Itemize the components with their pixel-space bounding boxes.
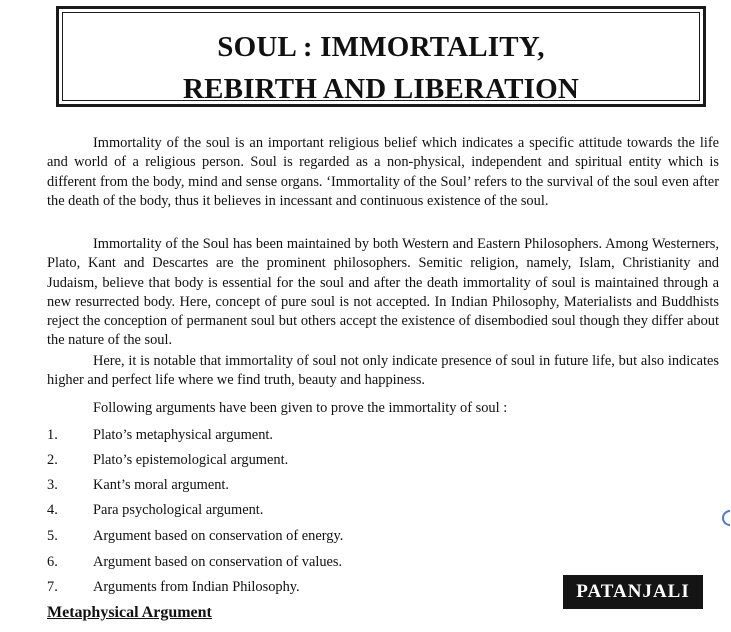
list-item-number: 3. xyxy=(47,477,58,493)
list-item-text: Plato’s metaphysical argument. xyxy=(93,427,273,443)
paragraph-notable: Here, it is notable that immortality of soul not only indicate presence of soul in future life, but also indicates higher and perfect life where we find truth, beauty and happiness. xyxy=(47,353,719,389)
list-item-number: 1. xyxy=(47,427,58,443)
publisher-watermark: PATANJALI xyxy=(563,575,703,609)
list-item-number: 5. xyxy=(47,528,58,544)
list-item-number: 7. xyxy=(47,579,58,595)
title-box xyxy=(56,6,706,107)
list-item-text: Kant’s moral argument. xyxy=(93,477,230,493)
arguments-list-intro: Following arguments have been given to prove the immortality of soul : xyxy=(93,400,508,416)
list-item-text: Plato’s epistemological argument. xyxy=(93,452,289,468)
list-item-text: Para psychological argument. xyxy=(93,502,264,518)
list-item-text: Argument based on conservation of values. xyxy=(93,554,343,570)
section-heading: Metaphysical Argument xyxy=(47,604,212,621)
paragraph-intro: Immortality of the soul is an important religious belief which indicates a specific attitude towards the life and world of a religious person. Soul is regarded as a non-physical, independent and spiritual entity which is different from the body, mind and sense organs. ‘Immortality of the Soul’ refers to the survival of the soul even after the death of the body, thus it believes in incessant and continuous existence of the soul. xyxy=(47,135,719,209)
list-item-text: Arguments from Indian Philosophy. xyxy=(93,579,300,595)
list-item-number: 4. xyxy=(47,502,58,518)
list-item-number: 6. xyxy=(47,554,58,570)
page-title-line-2: REBIRTH AND LIBERATION xyxy=(182,73,580,105)
list-item-text: Argument based on conservation of energy. xyxy=(93,528,344,544)
page-title-line-1: SOUL : IMMORTALITY, xyxy=(217,31,545,63)
paragraph-philosophers: Immortality of the Soul has been maintained by both Western and Eastern Philosophers. Among Westerners, Plato, Kant and Descartes are the prominent philosophers. Semitic religion, namely, Islam, Christianity and Judaism, believe that body is essential for the soul and after the death immortality of soul is maintained through a new resurrected body. Here, concept of pure soul is not accepted. In Indian Philosophy, Materialists and Buddhists reject the conception of permanent soul but others accept the existence of disembodied soul though they differ about the nature of the soul. xyxy=(47,236,719,349)
scan-edge-mark xyxy=(722,510,730,526)
list-item-number: 2. xyxy=(47,452,58,468)
